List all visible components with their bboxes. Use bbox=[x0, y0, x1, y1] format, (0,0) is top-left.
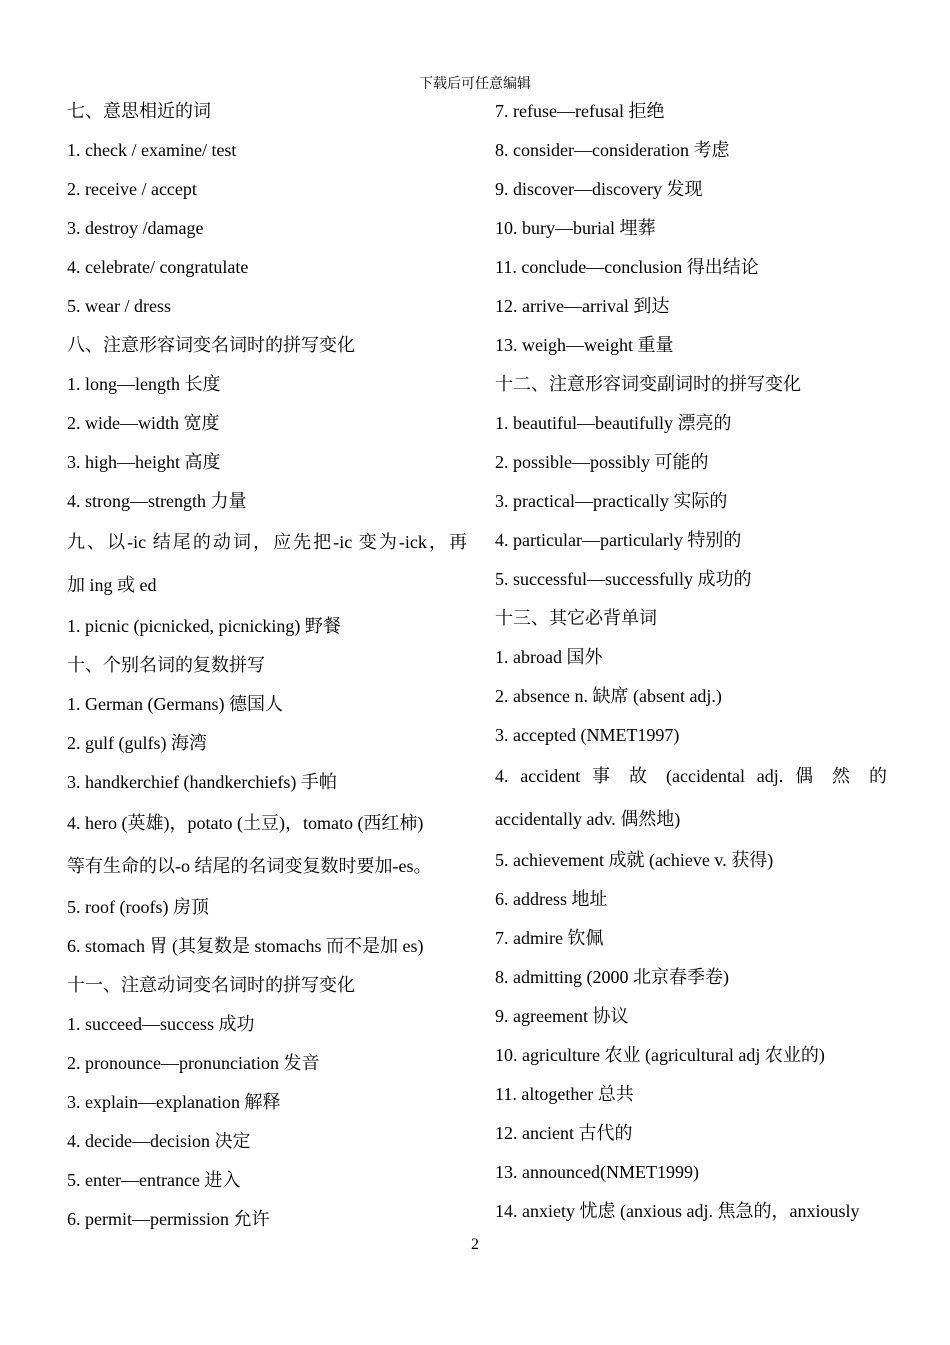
list-item: 4. hero (英雄)，potato (土豆)，tomato (西红柿) bbox=[67, 813, 424, 833]
section-heading: 十、个别名词的复数拼写 bbox=[67, 655, 265, 675]
list-item: 6. stomach 胃 (其复数是 stomachs 而不是加 es) bbox=[67, 936, 424, 956]
list-item: 4. accident 事 故 (accidental adj. 偶 然 的 bbox=[495, 766, 887, 786]
list-item: 6. address 地址 bbox=[495, 889, 608, 909]
list-item: 12. ancient 古代的 bbox=[495, 1123, 633, 1143]
section-heading: 九、以-ic 结尾的动词，应先把-ic 变为-ick，再 bbox=[67, 532, 467, 552]
list-item: 4. strong—strength 力量 bbox=[67, 491, 247, 511]
list-item: 13. announced(NMET1999) bbox=[495, 1162, 699, 1182]
list-item: 3. handkerchief (handkerchiefs) 手帕 bbox=[67, 772, 337, 792]
list-item: 2. wide—width 宽度 bbox=[67, 413, 220, 433]
list-item: 5. wear / dress bbox=[67, 296, 171, 316]
section-heading: 十一、注意动词变名词时的拼写变化 bbox=[67, 975, 355, 995]
page-header: 下载后可任意编辑 bbox=[419, 77, 531, 92]
list-item: 1. German (Germans) 德国人 bbox=[67, 694, 283, 714]
list-item: 10. agriculture 农业 (agricultural adj 农业的) bbox=[495, 1045, 825, 1065]
list-item-continued: 等有生命的以-o 结尾的名词变复数时要加-es。 bbox=[67, 856, 432, 876]
list-item: 4. particular—particularly 特别的 bbox=[495, 530, 742, 550]
list-item: 1. abroad 国外 bbox=[495, 647, 603, 667]
list-item: 3. destroy /damage bbox=[67, 218, 204, 238]
list-item: 2. receive / accept bbox=[67, 179, 197, 199]
list-item: 8. consider—consideration 考虑 bbox=[495, 140, 730, 160]
section-heading: 七、意思相近的词 bbox=[67, 101, 211, 121]
list-item: 5. roof (roofs) 房顶 bbox=[67, 897, 209, 917]
list-item: 9. discover—discovery 发现 bbox=[495, 179, 703, 199]
list-item: 7. refuse—refusal 拒绝 bbox=[495, 101, 665, 121]
list-item: 11. altogether 总共 bbox=[495, 1084, 634, 1104]
list-item: 14. anxiety 忧虑 (anxious adj. 焦急的，anxiously bbox=[495, 1201, 860, 1221]
page-number: 2 bbox=[471, 1236, 479, 1253]
list-item: 5. achievement 成就 (achieve v. 获得) bbox=[495, 850, 774, 870]
list-item: 3. explain—explanation 解释 bbox=[67, 1092, 281, 1112]
list-item: 6. permit—permission 允许 bbox=[67, 1209, 270, 1229]
list-item: 1. beautiful—beautifully 漂亮的 bbox=[495, 413, 732, 433]
list-item: 1. picnic (picnicked, picnicking) 野餐 bbox=[67, 616, 341, 636]
section-heading: 八、注意形容词变名词时的拼写变化 bbox=[67, 335, 355, 355]
list-item: 2. pronounce—pronunciation 发音 bbox=[67, 1053, 320, 1073]
list-item: 13. weigh—weight 重量 bbox=[495, 335, 674, 355]
list-item: 2. absence n. 缺席 (absent adj.) bbox=[495, 686, 722, 706]
list-item: 11. conclude—conclusion 得出结论 bbox=[495, 257, 759, 277]
list-item: 8. admitting (2000 北京春季卷) bbox=[495, 967, 729, 987]
list-item: 1. check / examine/ test bbox=[67, 140, 237, 160]
list-item: 3. practical—practically 实际的 bbox=[495, 491, 728, 511]
list-item-continued: accidentally adv. 偶然地) bbox=[495, 809, 681, 829]
list-item: 4. decide—decision 决定 bbox=[67, 1131, 251, 1151]
section-heading-continued: 加 ing 或 ed bbox=[67, 575, 157, 595]
section-heading: 十二、注意形容词变副词时的拼写变化 bbox=[495, 374, 801, 394]
list-item: 9. agreement 协议 bbox=[495, 1006, 629, 1026]
list-item: 12. arrive—arrival 到达 bbox=[495, 296, 670, 316]
list-item: 4. celebrate/ congratulate bbox=[67, 257, 249, 277]
left-column bbox=[67, 92, 467, 1239]
list-item: 1. succeed—success 成功 bbox=[67, 1014, 255, 1034]
list-item: 7. admire 钦佩 bbox=[495, 928, 604, 948]
list-item: 2. possible—possibly 可能的 bbox=[495, 452, 709, 472]
list-item: 5. successful—successfully 成功的 bbox=[495, 569, 752, 589]
right-column bbox=[495, 92, 887, 1231]
list-item: 3. high—height 高度 bbox=[67, 452, 221, 472]
list-item: 5. enter—entrance 进入 bbox=[67, 1170, 241, 1190]
list-item: 10. bury—burial 埋葬 bbox=[495, 218, 656, 238]
list-item: 3. accepted (NMET1997) bbox=[495, 725, 680, 745]
section-heading: 十三、其它必背单词 bbox=[495, 608, 657, 628]
list-item: 2. gulf (gulfs) 海湾 bbox=[67, 733, 207, 753]
list-item: 1. long—length 长度 bbox=[67, 374, 221, 394]
